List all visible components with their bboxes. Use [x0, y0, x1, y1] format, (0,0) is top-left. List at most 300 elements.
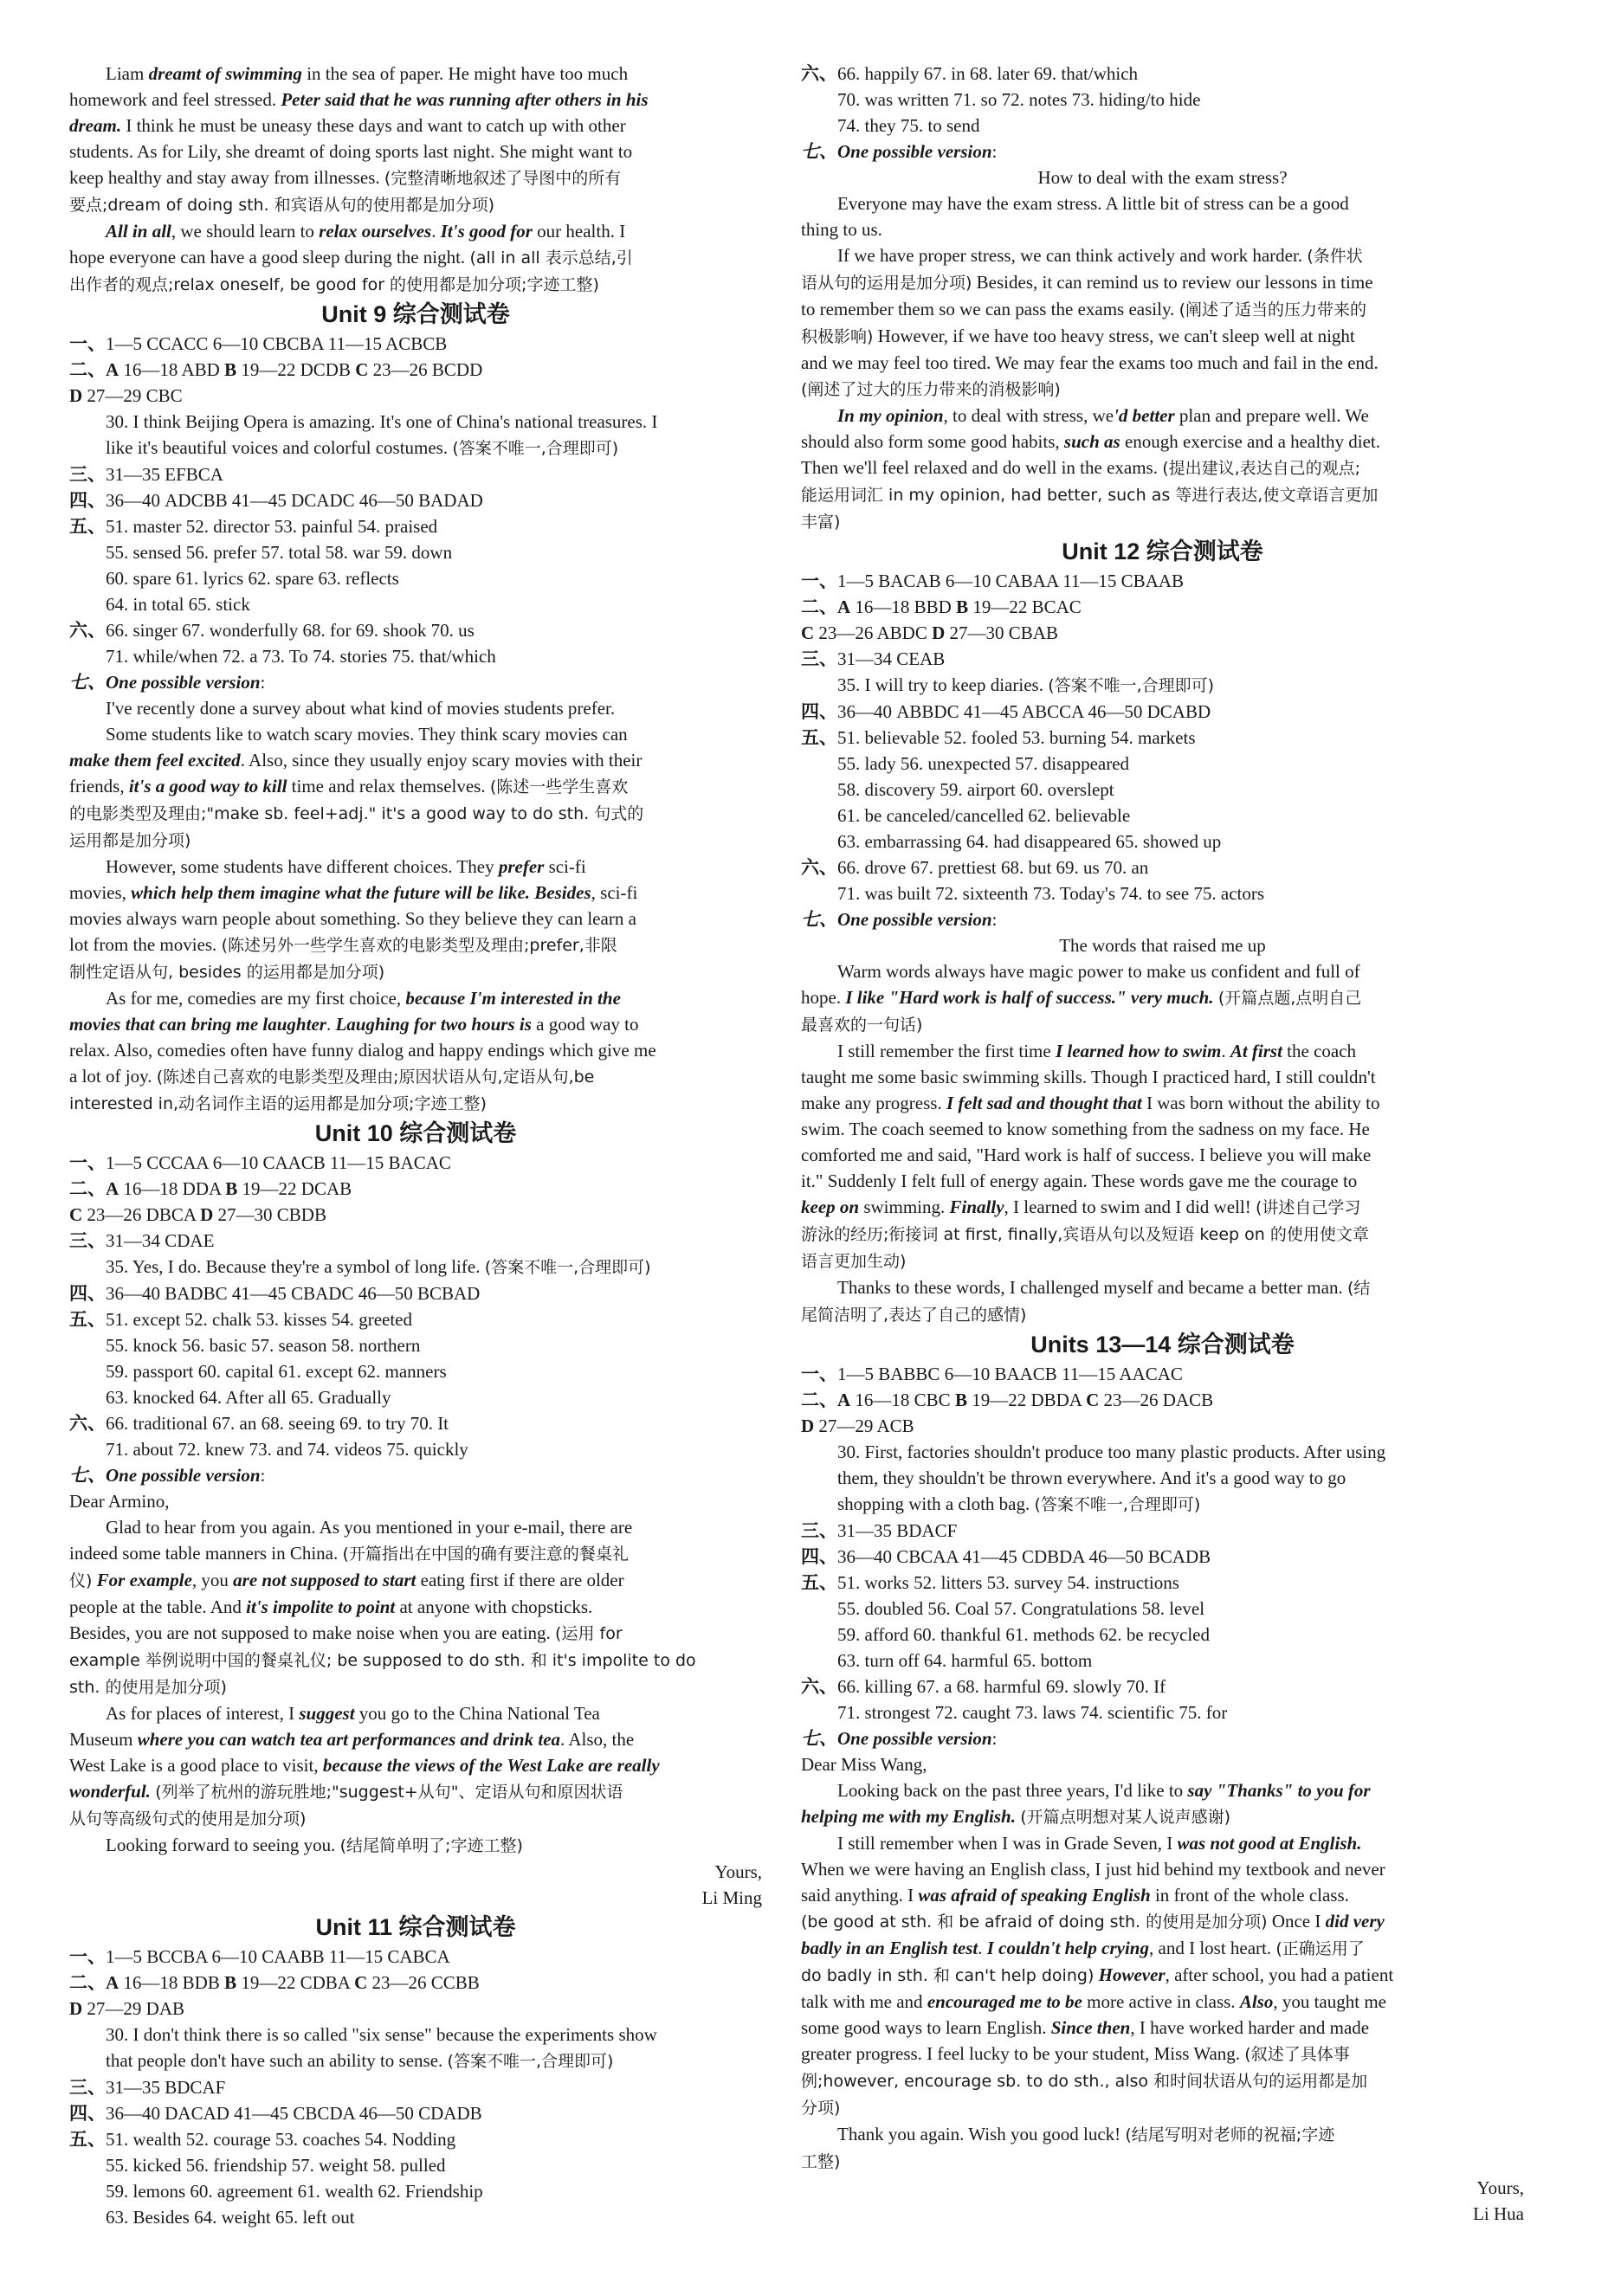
text-line [801, 1439, 1524, 1465]
text-segment: 的电影类型及理由;"make sb. feel+adj." it's a good way to do sth. 句式的 [69, 804, 644, 823]
text-line [69, 1674, 762, 1700]
text-segment: I still remember the first time [837, 1041, 1056, 1061]
text-line [69, 113, 762, 139]
text-segment: (结尾写明对老师的祝福;字迹 [1125, 2125, 1335, 2144]
text-segment: a good way to [531, 1014, 639, 1035]
text-line [801, 646, 1524, 672]
text-line [69, 1488, 762, 1514]
text-line [801, 1596, 1524, 1622]
text-line [801, 242, 1524, 269]
text-segment: 36—40 ABBDC 41—45 ABCCA 46—50 DCABD [837, 701, 1211, 722]
text-line [801, 139, 1524, 164]
text-segment: 七、One possible version [801, 141, 992, 162]
text-segment: 二、A [801, 597, 851, 617]
text-line [69, 331, 762, 357]
text-line [801, 2201, 1524, 2227]
text-segment: 31—35 BDCAF [106, 2077, 226, 2098]
text-segment: students. As for Lily, she dreamt of doing sports last night. She might want to [69, 141, 633, 162]
text-segment: (列举了杭州的游玩胜地;"suggest+从句"、定语从句和原因状语 [155, 1783, 623, 1802]
text-segment: 16—18 ABD [119, 359, 225, 380]
text-segment: it's impolite to point [246, 1596, 396, 1617]
text-segment: In my opinion [837, 405, 944, 426]
text-line [801, 429, 1524, 455]
text-line [69, 643, 762, 669]
text-segment: (陈述一些学生喜欢 [489, 777, 629, 797]
text-segment: (all in all 表示总结,引 [469, 248, 633, 268]
text-segment: the coach [1282, 1041, 1357, 1061]
text-line [801, 1751, 1524, 1777]
text-segment: 七、One possible version [69, 672, 261, 693]
text-segment: 1—5 CCACC 6—10 CBCBA 11—15 ACBCB [106, 333, 448, 354]
text-segment: : [991, 141, 998, 162]
text-segment: C [801, 622, 815, 643]
text-segment: enough exercise and a healthy diet. [1120, 431, 1380, 452]
text-segment: did very [1325, 1911, 1385, 1932]
text-line [801, 1622, 1524, 1648]
text-line [69, 2126, 762, 2152]
text-segment: make them feel excited [69, 750, 241, 771]
text-segment: 51. works 52. litters 53. survey 54. instructions [837, 1572, 1179, 1593]
text-segment: As for me, comedies are my first choice, [106, 988, 406, 1009]
text-line [69, 2022, 762, 2048]
text-segment: keep on [801, 1196, 860, 1217]
text-segment: (阐述了过大的压力带来的消极影响) [801, 380, 1061, 399]
text-segment: B [224, 359, 237, 380]
text-segment: 积极影响) [801, 327, 874, 346]
text-segment: them, they shouldn't be thrown everywhere. And it's a good way to go [837, 1467, 1346, 1488]
text-segment: 59. lemons 60. agreement 61. wealth 62. Friendship [106, 2181, 483, 2202]
text-line [69, 1778, 762, 1805]
text-segment: 五、 [69, 2129, 106, 2150]
text-segment: thing to us. [801, 219, 882, 240]
text-segment: make any progress. [801, 1093, 946, 1113]
text-segment: D [69, 1998, 83, 2019]
text-segment: Glad to hear from you again. As you mentioned in your e-mail, there are [106, 1517, 633, 1538]
text-line [69, 1410, 762, 1436]
text-segment: D [801, 1416, 815, 1436]
text-segment: Thanks to these words, I challenged myself and became a better man. [837, 1277, 1347, 1298]
text-segment: I was born without the ability to [1141, 1093, 1380, 1113]
text-segment: , I have worked harder and made [1130, 2017, 1370, 2038]
text-line [801, 932, 1524, 958]
text-segment: more active in class. [1082, 1991, 1240, 2012]
text-segment: How to deal with the exam stress? [1037, 167, 1288, 188]
text-segment: 71. while/when 72. a 73. To 74. stories 75. that/which [106, 646, 496, 667]
text-line [801, 620, 1524, 646]
text-segment: plan and prepare well. We [1174, 405, 1369, 426]
text-segment: in the sea of paper. He might have too much [301, 63, 629, 84]
text-line [801, 2015, 1524, 2041]
text-segment: (陈述另外一些学生喜欢的电影类型及理由;prefer,非限 [221, 936, 617, 955]
text-line [69, 1011, 762, 1037]
text-segment: say "Thanks" to you for [1187, 1780, 1371, 1801]
text-line [69, 695, 762, 721]
text-segment: 51. master 52. director 53. painful 54. praised [106, 516, 438, 537]
text-line [69, 932, 762, 958]
text-line [801, 1301, 1524, 1328]
text-line [801, 958, 1524, 984]
text-segment: Units 13—14 综合测试卷 [1030, 1332, 1295, 1358]
text-line [801, 1989, 1524, 2015]
text-segment: 三、 [801, 1520, 837, 1541]
text-segment: some good ways to learn English. [801, 2017, 1051, 2038]
text-segment: 30. I think Beijing Opera is amazing. It's one of China's national treasures. I [106, 411, 658, 432]
text-segment: homework and feel stressed. [69, 89, 281, 110]
text-line [801, 376, 1524, 403]
text-line [801, 269, 1524, 296]
text-line [69, 1567, 762, 1594]
text-segment: (答案不唯一,合理即可) [1048, 676, 1215, 695]
text-segment: B [224, 1972, 237, 1993]
text-segment: : [991, 909, 998, 930]
text-segment: 仪) [69, 1571, 93, 1590]
text-segment: comforted me and said, "Hard work is half of success. I believe you will make [801, 1145, 1372, 1165]
text-line [801, 594, 1524, 620]
text-segment: 一、 [69, 1946, 106, 1967]
text-line [801, 481, 1524, 508]
text-segment: (答案不唯一,合理即可) [452, 439, 619, 458]
text-segment: encouraged me to be [927, 1991, 1082, 2012]
text-line [69, 2074, 762, 2100]
text-segment: 三、 [69, 1230, 106, 1251]
text-line [801, 2121, 1524, 2148]
text-segment: For example [96, 1570, 192, 1590]
text-line [801, 323, 1524, 350]
text-line [69, 721, 762, 747]
text-segment: 19—22 BCAC [968, 597, 1082, 617]
text-segment: Liam [106, 63, 149, 84]
text-segment: Unit 9 综合测试卷 [321, 301, 510, 327]
text-segment: was not good at English. [1177, 1833, 1362, 1854]
text-segment: 工整) [801, 2152, 841, 2171]
text-segment: , you [191, 1570, 234, 1590]
text-line [69, 357, 762, 383]
text-segment: 66. singer 67. wonderfully 68. for 69. shook 70. us [106, 620, 475, 641]
text-segment: 27—30 CBAB [945, 622, 1058, 643]
text-segment: badly in an English test [801, 1938, 978, 1958]
text-line [801, 2067, 1524, 2094]
text-segment: hope. [801, 987, 846, 1008]
text-line [801, 1544, 1524, 1570]
text-segment: . [431, 221, 441, 242]
text-line [801, 855, 1524, 880]
text-segment: 语言更加生动) [801, 1252, 907, 1271]
text-segment: 35. I will try to keep diaries. [837, 674, 1049, 695]
text-segment: 31—35 EFBCA [106, 464, 223, 485]
text-segment: 从句等高级句式的使用是加分项) [69, 1809, 307, 1828]
text-segment: to remember them so we can pass the exams easily. [801, 299, 1179, 319]
text-line [69, 435, 762, 461]
text-segment: 74. they 75. to send [837, 115, 980, 136]
text-line [801, 164, 1524, 190]
text-segment: I felt sad and thought that [946, 1093, 1142, 1113]
text-segment: (结尾简单明了;字迹工整) [339, 1836, 523, 1855]
text-line [801, 880, 1524, 906]
text-segment: indeed some table manners in China. [69, 1543, 343, 1564]
text-segment: 三、 [69, 2077, 106, 2098]
section-heading [69, 300, 762, 329]
text-segment: 一、 [69, 1152, 106, 1173]
text-segment: Then we'll feel relaxed and do well in the exams. [801, 457, 1163, 478]
text-segment: 23—26 BCDD [368, 359, 483, 380]
text-line [69, 1970, 762, 1996]
text-line [801, 1648, 1524, 1674]
text-segment: 尾简洁明了,表达了自己的感情) [801, 1306, 1027, 1325]
text-line [69, 985, 762, 1011]
text-line [69, 2178, 762, 2204]
text-segment: West Lake is a good place to visit, [69, 1755, 323, 1776]
text-line [801, 1674, 1524, 1699]
text-line [801, 1038, 1524, 1064]
text-segment: 二、A [69, 359, 119, 380]
text-line [801, 672, 1524, 699]
text-line [69, 669, 762, 695]
text-segment: 七、One possible version [801, 909, 992, 930]
text-segment: When we were having an English class, I just hid behind my textbook and never [801, 1859, 1385, 1880]
text-line [801, 568, 1524, 594]
text-segment: 31—35 BDACF [837, 1520, 958, 1541]
text-line [801, 1011, 1524, 1038]
text-line [69, 958, 762, 985]
text-line [69, 1700, 762, 1726]
text-segment: 51. wealth 52. courage 53. coaches 54. Nodding [106, 2129, 456, 2150]
text-segment: 63. Besides 64. weight 65. left out [106, 2207, 355, 2228]
text-segment: relax ourselves [319, 221, 432, 242]
text-segment: 丰富) [801, 513, 841, 532]
text-segment: interested in,动名词作主语的运用都是加分项;字迹工整) [69, 1094, 487, 1113]
text-line [69, 1832, 762, 1859]
section-heading [801, 1330, 1524, 1359]
text-line [801, 403, 1524, 429]
text-line [69, 1620, 762, 1647]
text-line [69, 1150, 762, 1176]
text-segment: said anything. I [801, 1885, 919, 1906]
text-line [801, 2094, 1524, 2121]
text-line [69, 2152, 762, 2178]
text-segment: , after school, you had a patient [1165, 1964, 1394, 1985]
text-segment: 19—22 DCDB [236, 359, 356, 380]
text-line [69, 1280, 762, 1306]
text-segment: movies always warn people about something. So they believe they can learn a [69, 908, 636, 929]
text-line [801, 1194, 1524, 1221]
text-line [69, 383, 762, 409]
text-segment: 二、A [801, 1390, 851, 1410]
text-line [801, 1882, 1524, 1908]
text-segment: Museum [69, 1729, 138, 1750]
text-line [801, 1830, 1524, 1856]
text-segment: 16—18 CBC [850, 1390, 955, 1410]
text-line [801, 984, 1524, 1011]
text-line [801, 216, 1524, 242]
text-segment: wonderful. [69, 1781, 151, 1802]
text-segment: example 举例说明中国的餐桌礼仪; be supposed to do sth. 和 it's impolite to do [69, 1651, 696, 1670]
text-segment: 16—18 BDB [119, 1972, 225, 1993]
text-line [801, 1725, 1524, 1751]
text-segment: taught me some basic swimming skills. Though I practiced hard, I still couldn't [801, 1067, 1376, 1087]
text-line [69, 1752, 762, 1778]
text-segment: 63. embarrassing 64. had disappeared 65. showed up [837, 831, 1222, 852]
text-line [801, 190, 1524, 216]
text-segment: 六、 [801, 63, 837, 84]
text-segment: I learned how to swim [1055, 1041, 1222, 1061]
text-segment: 1—5 BCCBA 6—10 CAABB 11—15 CABCA [106, 1946, 450, 1967]
text-segment: 64. in total 65. stick [106, 594, 250, 615]
text-line [801, 1908, 1524, 1935]
text-segment: As for places of interest, I [106, 1703, 300, 1724]
text-segment: 31—34 CDAE [106, 1230, 215, 1251]
text-segment: 五、 [801, 1572, 837, 1593]
text-line [69, 139, 762, 164]
text-segment: (开篇点明想对某人说声感谢) [1020, 1808, 1231, 1827]
text-line [801, 1465, 1524, 1491]
text-segment: 五、 [801, 727, 837, 748]
text-line [69, 1540, 762, 1567]
text-segment: . [978, 1938, 987, 1958]
text-segment: time and relax themselves. [287, 776, 490, 797]
text-segment: Unit 12 综合测试卷 [1062, 539, 1263, 564]
text-line [69, 1514, 762, 1540]
text-line [69, 513, 762, 539]
text-segment: Everyone may have the exam stress. A little bit of stress can be a good [837, 193, 1349, 214]
text-segment: It's good for [440, 221, 533, 242]
text-segment: shopping with a cloth bag. [837, 1493, 1035, 1514]
text-segment: B [954, 1390, 967, 1410]
text-segment: 'd better [1114, 405, 1175, 426]
text-line [801, 2148, 1524, 2175]
text-line [69, 1647, 762, 1674]
text-segment: 运用都是加分项) [69, 831, 191, 850]
text-segment: D [200, 1204, 214, 1225]
text-segment: 最喜欢的一句话) [801, 1016, 923, 1035]
text-segment: a lot of joy. [69, 1066, 157, 1087]
text-segment: I think he must be uneasy these days and want to catch up with other [121, 115, 626, 136]
text-line [69, 1254, 762, 1280]
text-segment: 27—29 CBC [82, 385, 183, 406]
text-line [69, 1332, 762, 1358]
text-segment: 二、A [69, 1178, 119, 1199]
text-segment: 30. I don't think there is so called "six sense" because the experiments show [106, 2024, 657, 2045]
text-segment: prefer [498, 856, 545, 877]
text-segment: B [225, 1178, 238, 1199]
text-segment: suggest [299, 1703, 355, 1724]
text-segment: 能运用词汇 in my opinion, had better, such as 等进行表达,使文章语言更加 [801, 486, 1379, 505]
text-line [69, 591, 762, 617]
text-segment: keep healthy and stay away from illnesses. [69, 167, 384, 188]
text-segment: (阐述了适当的压力带来的 [1179, 300, 1367, 319]
text-line [801, 1168, 1524, 1194]
text-line [801, 803, 1524, 829]
text-line [801, 1856, 1524, 1882]
text-segment: , to deal with stress, we [943, 405, 1114, 426]
text-line [801, 699, 1524, 725]
text-segment: 六、 [801, 857, 837, 878]
text-segment: 六、 [69, 1413, 106, 1434]
text-line [69, 1944, 762, 1970]
text-segment: 36—40 BADBC 41—45 CBADC 46—50 BCBAD [106, 1283, 481, 1304]
text-segment: Besides, it can remind us to review our lessons in time [972, 272, 1373, 293]
text-line [801, 1699, 1524, 1725]
text-segment: . [1221, 1041, 1230, 1061]
text-segment: 23—26 ABDC [814, 622, 933, 643]
text-segment: at anyone with chopsticks. [395, 1596, 593, 1617]
text-segment: 71. about 72. knew 73. and 74. videos 75. quickly [106, 1439, 468, 1460]
text-segment: people at the table. And [69, 1596, 247, 1617]
text-segment: Unit 11 综合测试卷 [315, 1914, 516, 1940]
section-heading [801, 537, 1524, 566]
text-segment: Thank you again. Wish you good luck! [837, 2124, 1126, 2144]
text-segment: Laughing for two hours is [335, 1014, 532, 1035]
text-line [801, 829, 1524, 855]
text-segment: Dear Armino, [69, 1491, 170, 1512]
text-segment: you go to the China National Tea [354, 1703, 600, 1724]
text-segment: : [260, 672, 266, 693]
text-segment: 51. believable 52. fooled 53. burning 54. markets [837, 727, 1196, 748]
text-segment: Looking forward to seeing you. [106, 1835, 340, 1855]
text-line [801, 1962, 1524, 1989]
text-segment: 19—22 DBDA [966, 1390, 1087, 1410]
text-segment: , we should learn to [171, 221, 320, 242]
text-line [69, 271, 762, 298]
text-segment: , you taught me [1273, 1991, 1386, 2012]
text-line [69, 487, 762, 513]
text-segment: 31—34 CEAB [837, 648, 946, 669]
text-segment: where you can watch tea art performances and drink tea [137, 1729, 561, 1750]
text-line [801, 751, 1524, 777]
text-segment: eating first if there are older [416, 1570, 624, 1590]
text-line [801, 455, 1524, 481]
text-segment: and we may feel too tired. We may fear the exams too much and fail in the end. [801, 352, 1379, 373]
text-segment: our health. I [532, 221, 626, 242]
text-segment: . [326, 1014, 336, 1035]
text-segment: C [1086, 1390, 1100, 1410]
text-line [69, 87, 762, 113]
text-segment: At first [1230, 1041, 1282, 1061]
text-segment: do badly in sth. 和 can't help doing) [801, 1966, 1095, 1985]
text-line [69, 1594, 762, 1620]
text-segment: 23—26 DACB [1099, 1390, 1214, 1410]
text-segment: 60. spare 61. lyrics 62. spare 63. reflects [106, 568, 399, 589]
text-line [69, 1462, 762, 1488]
text-line [801, 350, 1524, 376]
text-segment: 出作者的观点;relax oneself, be good for 的使用都是加分项;字迹工整) [69, 275, 599, 294]
text-segment: because I'm interested in the [405, 988, 621, 1009]
text-line [69, 2048, 762, 2074]
text-segment: 36—40 ADCBB 41—45 DCADC 46—50 BADAD [106, 490, 483, 511]
text-line [69, 827, 762, 854]
text-segment: 71. was built 72. sixteenth 73. Today's 74. to see 75. actors [837, 883, 1265, 904]
text-segment: 一、 [69, 333, 106, 354]
text-line [801, 1491, 1524, 1518]
text-segment: 66. traditional 67. an 68. seeing 69. to try 70. It [106, 1413, 449, 1434]
text-line [69, 1859, 762, 1885]
text-segment: However [1098, 1964, 1166, 1985]
text-segment: I couldn't help crying [986, 1938, 1149, 1958]
text-segment: D [69, 385, 83, 406]
text-segment: 一、 [801, 571, 837, 591]
text-segment: (be good at sth. 和 be afraid of doing sth. 的使用是加分项) [801, 1912, 1268, 1932]
text-line [69, 1228, 762, 1254]
text-segment: 36—40 CBCAA 41—45 CDBDA 46—50 BCADB [837, 1546, 1211, 1567]
left-column [69, 61, 762, 2230]
text-segment: 66. drove 67. prettiest 68. but 69. us 70. an [837, 857, 1149, 878]
text-line [801, 1518, 1524, 1544]
text-line [801, 113, 1524, 139]
text-segment: Also [1239, 1991, 1274, 2012]
text-segment: sth. 的使用是加分项) [69, 1678, 227, 1697]
text-segment: 一、 [801, 1364, 837, 1384]
text-segment: (运用 for [555, 1624, 623, 1643]
text-segment: However, some students have different choices. They [106, 856, 499, 877]
